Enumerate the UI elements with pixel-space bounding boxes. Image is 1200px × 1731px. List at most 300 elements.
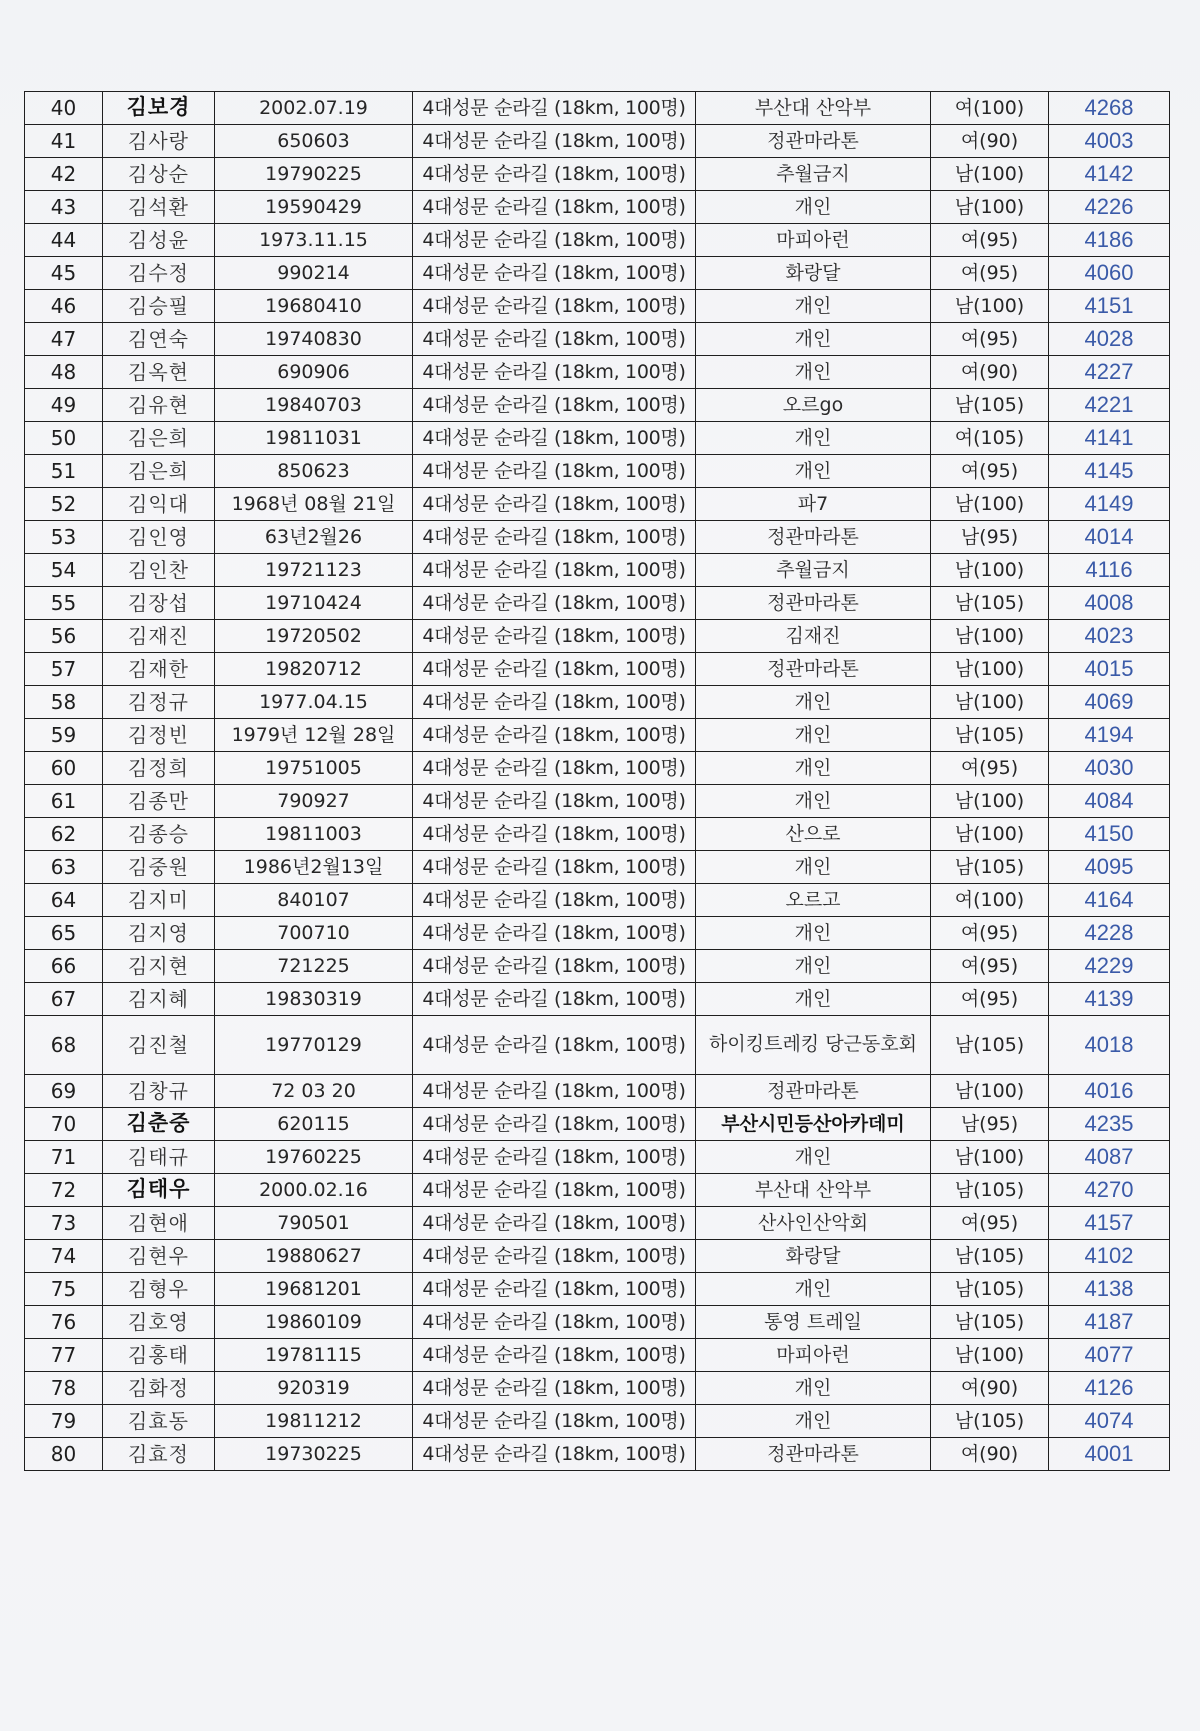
row-number: 52 (25, 488, 103, 521)
table-row (25, 1240, 1170, 1273)
affiliation: 개인 (696, 785, 931, 818)
shirt-size: 남(100) (931, 191, 1049, 224)
row-number: 44 (25, 224, 103, 257)
course-name: 4대성문 순라길 (18km, 100명) (413, 818, 696, 851)
row-number: 67 (25, 983, 103, 1016)
birth-date: 620115 (215, 1108, 413, 1141)
shirt-size: 여(95) (931, 983, 1049, 1016)
participant-name: 김호영 (103, 1306, 215, 1339)
participant-name: 김인찬 (103, 554, 215, 587)
bib-number: 4008 (1049, 587, 1170, 620)
shirt-size: 여(100) (931, 884, 1049, 917)
course-name: 4대성문 순라길 (18km, 100명) (413, 1372, 696, 1405)
table-row (25, 1339, 1170, 1372)
table-row (25, 818, 1170, 851)
course-name: 4대성문 순라길 (18km, 100명) (413, 1438, 696, 1471)
row-number: 55 (25, 587, 103, 620)
birth-date: 63년2월26 (215, 521, 413, 554)
participant-name: 김유현 (103, 389, 215, 422)
bib-number: 4151 (1049, 290, 1170, 323)
table-row (25, 1174, 1170, 1207)
birth-date: 19710424 (215, 587, 413, 620)
participant-name: 김정규 (103, 686, 215, 719)
birth-date: 19781115 (215, 1339, 413, 1372)
affiliation: 개인 (696, 1141, 931, 1174)
participant-name: 김진철 (103, 1016, 215, 1075)
course-name: 4대성문 순라길 (18km, 100명) (413, 224, 696, 257)
shirt-size: 여(95) (931, 224, 1049, 257)
participant-name: 김상순 (103, 158, 215, 191)
table-row (25, 1108, 1170, 1141)
bib-number: 4227 (1049, 356, 1170, 389)
affiliation: 파7 (696, 488, 931, 521)
shirt-size: 여(90) (931, 1438, 1049, 1471)
birth-date: 19880627 (215, 1240, 413, 1273)
affiliation: 김재진 (696, 620, 931, 653)
table-row (25, 554, 1170, 587)
row-number: 51 (25, 455, 103, 488)
birth-date: 850623 (215, 455, 413, 488)
shirt-size: 여(95) (931, 257, 1049, 290)
birth-date: 1973.11.15 (215, 224, 413, 257)
bib-number: 4268 (1049, 92, 1170, 125)
affiliation: 정관마라톤 (696, 521, 931, 554)
row-number: 70 (25, 1108, 103, 1141)
birth-date: 19820712 (215, 653, 413, 686)
affiliation: 산으로 (696, 818, 931, 851)
participant-table-body (25, 92, 1170, 1471)
participant-name: 김종승 (103, 818, 215, 851)
row-number: 78 (25, 1372, 103, 1405)
table-row (25, 1075, 1170, 1108)
row-number: 71 (25, 1141, 103, 1174)
birth-date: 19721123 (215, 554, 413, 587)
affiliation: 개인 (696, 356, 931, 389)
affiliation: 개인 (696, 422, 931, 455)
participant-name: 김창규 (103, 1075, 215, 1108)
course-name: 4대성문 순라길 (18km, 100명) (413, 1405, 696, 1438)
affiliation: 오르고 (696, 884, 931, 917)
bib-number: 4186 (1049, 224, 1170, 257)
bib-number: 4149 (1049, 488, 1170, 521)
table-row (25, 323, 1170, 356)
row-number: 76 (25, 1306, 103, 1339)
birth-date: 19770129 (215, 1016, 413, 1075)
participant-name: 김지영 (103, 917, 215, 950)
course-name: 4대성문 순라길 (18km, 100명) (413, 1306, 696, 1339)
table-row (25, 257, 1170, 290)
course-name: 4대성문 순라길 (18km, 100명) (413, 554, 696, 587)
affiliation: 개인 (696, 983, 931, 1016)
bib-number: 4069 (1049, 686, 1170, 719)
table-row (25, 587, 1170, 620)
affiliation: 정관마라톤 (696, 1075, 931, 1108)
table-row (25, 290, 1170, 323)
table-row (25, 224, 1170, 257)
course-name: 4대성문 순라길 (18km, 100명) (413, 521, 696, 554)
shirt-size: 여(90) (931, 1372, 1049, 1405)
participant-name: 김재진 (103, 620, 215, 653)
table-row (25, 191, 1170, 224)
birth-date: 19720502 (215, 620, 413, 653)
shirt-size: 남(100) (931, 554, 1049, 587)
shirt-size: 남(105) (931, 389, 1049, 422)
row-number: 42 (25, 158, 103, 191)
participant-name: 김화정 (103, 1372, 215, 1405)
table-row (25, 983, 1170, 1016)
bib-number: 4228 (1049, 917, 1170, 950)
shirt-size: 남(105) (931, 1306, 1049, 1339)
course-name: 4대성문 순라길 (18km, 100명) (413, 587, 696, 620)
row-number: 46 (25, 290, 103, 323)
course-name: 4대성문 순라길 (18km, 100명) (413, 851, 696, 884)
table-row (25, 1207, 1170, 1240)
row-number: 50 (25, 422, 103, 455)
shirt-size: 남(100) (931, 1141, 1049, 1174)
affiliation: 개인 (696, 851, 931, 884)
participant-name: 김종만 (103, 785, 215, 818)
bib-number: 4150 (1049, 818, 1170, 851)
shirt-size: 남(100) (931, 818, 1049, 851)
row-number: 79 (25, 1405, 103, 1438)
participant-name: 김지미 (103, 884, 215, 917)
table-row (25, 1141, 1170, 1174)
participant-name: 김지혜 (103, 983, 215, 1016)
bib-number: 4145 (1049, 455, 1170, 488)
course-name: 4대성문 순라길 (18km, 100명) (413, 752, 696, 785)
table-row (25, 653, 1170, 686)
shirt-size: 남(100) (931, 1075, 1049, 1108)
shirt-size: 여(95) (931, 917, 1049, 950)
bib-number: 4016 (1049, 1075, 1170, 1108)
bib-number: 4138 (1049, 1273, 1170, 1306)
row-number: 65 (25, 917, 103, 950)
birth-date: 19811003 (215, 818, 413, 851)
affiliation: 개인 (696, 752, 931, 785)
participant-name: 김사랑 (103, 125, 215, 158)
participant-name: 김장섭 (103, 587, 215, 620)
course-name: 4대성문 순라길 (18km, 100명) (413, 719, 696, 752)
participant-name: 김중원 (103, 851, 215, 884)
affiliation: 화랑달 (696, 257, 931, 290)
shirt-size: 남(105) (931, 1240, 1049, 1273)
table-row (25, 158, 1170, 191)
participant-name: 김익대 (103, 488, 215, 521)
course-name: 4대성문 순라길 (18km, 100명) (413, 1207, 696, 1240)
table-row (25, 455, 1170, 488)
row-number: 60 (25, 752, 103, 785)
course-name: 4대성문 순라길 (18km, 100명) (413, 785, 696, 818)
table-row (25, 1405, 1170, 1438)
shirt-size: 여(100) (931, 92, 1049, 125)
course-name: 4대성문 순라길 (18km, 100명) (413, 1339, 696, 1372)
participant-name: 김옥현 (103, 356, 215, 389)
table-row (25, 851, 1170, 884)
shirt-size: 여(95) (931, 752, 1049, 785)
participant-name: 김효정 (103, 1438, 215, 1471)
table-row (25, 752, 1170, 785)
row-number: 48 (25, 356, 103, 389)
row-number: 66 (25, 950, 103, 983)
table-row (25, 521, 1170, 554)
affiliation: 하이킹트레킹 당근동호회 (696, 1016, 931, 1075)
shirt-size: 남(105) (931, 719, 1049, 752)
row-number: 63 (25, 851, 103, 884)
table-row (25, 785, 1170, 818)
course-name: 4대성문 순라길 (18km, 100명) (413, 1240, 696, 1273)
table-row (25, 125, 1170, 158)
affiliation: 개인 (696, 719, 931, 752)
bib-number: 4164 (1049, 884, 1170, 917)
participant-name: 김지현 (103, 950, 215, 983)
course-name: 4대성문 순라길 (18km, 100명) (413, 356, 696, 389)
participant-name: 김태우 (103, 1174, 215, 1207)
row-number: 45 (25, 257, 103, 290)
course-name: 4대성문 순라길 (18km, 100명) (413, 1174, 696, 1207)
shirt-size: 남(100) (931, 785, 1049, 818)
affiliation: 화랑달 (696, 1240, 931, 1273)
birth-date: 790927 (215, 785, 413, 818)
shirt-size: 남(105) (931, 1016, 1049, 1075)
table-row (25, 422, 1170, 455)
birth-date: 19680410 (215, 290, 413, 323)
course-name: 4대성문 순라길 (18km, 100명) (413, 620, 696, 653)
participant-name: 김태규 (103, 1141, 215, 1174)
affiliation: 추월금지 (696, 554, 931, 587)
participant-table (24, 91, 1170, 1471)
shirt-size: 여(90) (931, 125, 1049, 158)
affiliation: 산사인산악회 (696, 1207, 931, 1240)
table-row (25, 1438, 1170, 1471)
bib-number: 4194 (1049, 719, 1170, 752)
row-number: 40 (25, 92, 103, 125)
shirt-size: 여(95) (931, 1207, 1049, 1240)
row-number: 53 (25, 521, 103, 554)
birth-date: 19730225 (215, 1438, 413, 1471)
bib-number: 4235 (1049, 1108, 1170, 1141)
participant-name: 김정희 (103, 752, 215, 785)
course-name: 4대성문 순라길 (18km, 100명) (413, 950, 696, 983)
birth-date: 19860109 (215, 1306, 413, 1339)
row-number: 64 (25, 884, 103, 917)
row-number: 54 (25, 554, 103, 587)
affiliation: 마피아런 (696, 1339, 931, 1372)
bib-number: 4028 (1049, 323, 1170, 356)
affiliation: 추월금지 (696, 158, 931, 191)
affiliation: 부산시민등산아카데미 (696, 1108, 931, 1141)
shirt-size: 남(100) (931, 158, 1049, 191)
course-name: 4대성문 순라길 (18km, 100명) (413, 389, 696, 422)
birth-date: 19590429 (215, 191, 413, 224)
row-number: 41 (25, 125, 103, 158)
table-row (25, 950, 1170, 983)
course-name: 4대성문 순라길 (18km, 100명) (413, 191, 696, 224)
participant-name: 김보경 (103, 92, 215, 125)
bib-number: 4102 (1049, 1240, 1170, 1273)
birth-date: 1968년 08월 21일 (215, 488, 413, 521)
affiliation: 개인 (696, 686, 931, 719)
birth-date: 1977.04.15 (215, 686, 413, 719)
participant-name: 김효동 (103, 1405, 215, 1438)
table-row (25, 389, 1170, 422)
course-name: 4대성문 순라길 (18km, 100명) (413, 983, 696, 1016)
table-row (25, 92, 1170, 125)
participant-name: 김은희 (103, 455, 215, 488)
birth-date: 920319 (215, 1372, 413, 1405)
table-row (25, 686, 1170, 719)
bib-number: 4087 (1049, 1141, 1170, 1174)
table-row (25, 884, 1170, 917)
row-number: 43 (25, 191, 103, 224)
course-name: 4대성문 순라길 (18km, 100명) (413, 653, 696, 686)
bib-number: 4001 (1049, 1438, 1170, 1471)
bib-number: 4003 (1049, 125, 1170, 158)
birth-date: 2002.07.19 (215, 92, 413, 125)
birth-date: 19811212 (215, 1405, 413, 1438)
row-number: 72 (25, 1174, 103, 1207)
course-name: 4대성문 순라길 (18km, 100명) (413, 686, 696, 719)
course-name: 4대성문 순라길 (18km, 100명) (413, 1108, 696, 1141)
course-name: 4대성문 순라길 (18km, 100명) (413, 323, 696, 356)
bib-number: 4095 (1049, 851, 1170, 884)
bib-number: 4157 (1049, 1207, 1170, 1240)
affiliation: 개인 (696, 323, 931, 356)
birth-date: 19751005 (215, 752, 413, 785)
birth-date: 19740830 (215, 323, 413, 356)
birth-date: 19760225 (215, 1141, 413, 1174)
row-number: 68 (25, 1016, 103, 1075)
participant-name: 김성윤 (103, 224, 215, 257)
table-row (25, 917, 1170, 950)
row-number: 69 (25, 1075, 103, 1108)
shirt-size: 여(95) (931, 455, 1049, 488)
bib-number: 4077 (1049, 1339, 1170, 1372)
participant-name: 김형우 (103, 1273, 215, 1306)
bib-number: 4187 (1049, 1306, 1170, 1339)
birth-date: 1979년 12월 28일 (215, 719, 413, 752)
birth-date: 790501 (215, 1207, 413, 1240)
bib-number: 4015 (1049, 653, 1170, 686)
bib-number: 4084 (1049, 785, 1170, 818)
row-number: 74 (25, 1240, 103, 1273)
shirt-size: 남(95) (931, 521, 1049, 554)
row-number: 77 (25, 1339, 103, 1372)
birth-date: 650603 (215, 125, 413, 158)
bib-number: 4221 (1049, 389, 1170, 422)
birth-date: 721225 (215, 950, 413, 983)
shirt-size: 남(105) (931, 1174, 1049, 1207)
shirt-size: 남(95) (931, 1108, 1049, 1141)
affiliation: 정관마라톤 (696, 653, 931, 686)
participant-name: 김승필 (103, 290, 215, 323)
course-name: 4대성문 순라길 (18km, 100명) (413, 158, 696, 191)
course-name: 4대성문 순라길 (18km, 100명) (413, 1016, 696, 1075)
affiliation: 정관마라톤 (696, 1438, 931, 1471)
row-number: 61 (25, 785, 103, 818)
bib-number: 4141 (1049, 422, 1170, 455)
course-name: 4대성문 순라길 (18km, 100명) (413, 125, 696, 158)
birth-date: 990214 (215, 257, 413, 290)
bib-number: 4270 (1049, 1174, 1170, 1207)
bib-number: 4126 (1049, 1372, 1170, 1405)
shirt-size: 남(105) (931, 1405, 1049, 1438)
row-number: 62 (25, 818, 103, 851)
course-name: 4대성문 순라길 (18km, 100명) (413, 488, 696, 521)
shirt-size: 여(105) (931, 422, 1049, 455)
participant-name: 김연숙 (103, 323, 215, 356)
affiliation: 개인 (696, 950, 931, 983)
affiliation: 마피아런 (696, 224, 931, 257)
row-number: 57 (25, 653, 103, 686)
participant-name: 김춘중 (103, 1108, 215, 1141)
shirt-size: 남(100) (931, 290, 1049, 323)
participant-name: 김수정 (103, 257, 215, 290)
birth-date: 2000.02.16 (215, 1174, 413, 1207)
course-name: 4대성문 순라길 (18km, 100명) (413, 422, 696, 455)
affiliation: 개인 (696, 455, 931, 488)
bib-number: 4060 (1049, 257, 1170, 290)
table-row (25, 488, 1170, 521)
bib-number: 4023 (1049, 620, 1170, 653)
birth-date: 19681201 (215, 1273, 413, 1306)
shirt-size: 남(100) (931, 653, 1049, 686)
shirt-size: 여(95) (931, 323, 1049, 356)
participant-name: 김정빈 (103, 719, 215, 752)
bib-number: 4018 (1049, 1016, 1170, 1075)
bib-number: 4074 (1049, 1405, 1170, 1438)
shirt-size: 남(100) (931, 686, 1049, 719)
participant-name: 김현우 (103, 1240, 215, 1273)
affiliation: 부산대 산악부 (696, 92, 931, 125)
bib-number: 4229 (1049, 950, 1170, 983)
participant-name: 김석환 (103, 191, 215, 224)
course-name: 4대성문 순라길 (18km, 100명) (413, 1141, 696, 1174)
participant-name: 김홍태 (103, 1339, 215, 1372)
affiliation: 개인 (696, 191, 931, 224)
row-number: 75 (25, 1273, 103, 1306)
shirt-size: 남(100) (931, 488, 1049, 521)
birth-date: 72 03 20 (215, 1075, 413, 1108)
bib-number: 4116 (1049, 554, 1170, 587)
birth-date: 840107 (215, 884, 413, 917)
affiliation: 개인 (696, 1405, 931, 1438)
row-number: 59 (25, 719, 103, 752)
birth-date: 19830319 (215, 983, 413, 1016)
affiliation: 오르go (696, 389, 931, 422)
birth-date: 19840703 (215, 389, 413, 422)
course-name: 4대성문 순라길 (18km, 100명) (413, 917, 696, 950)
shirt-size: 남(105) (931, 587, 1049, 620)
shirt-size: 여(95) (931, 950, 1049, 983)
affiliation: 개인 (696, 290, 931, 323)
birth-date: 19811031 (215, 422, 413, 455)
row-number: 47 (25, 323, 103, 356)
affiliation: 정관마라톤 (696, 125, 931, 158)
table-row (25, 620, 1170, 653)
table-row (25, 1016, 1170, 1075)
shirt-size: 남(105) (931, 1273, 1049, 1306)
table-row (25, 1306, 1170, 1339)
shirt-size: 남(100) (931, 1339, 1049, 1372)
table-row (25, 1273, 1170, 1306)
course-name: 4대성문 순라길 (18km, 100명) (413, 257, 696, 290)
shirt-size: 남(100) (931, 620, 1049, 653)
birth-date: 700710 (215, 917, 413, 950)
course-name: 4대성문 순라길 (18km, 100명) (413, 92, 696, 125)
participant-name: 김인영 (103, 521, 215, 554)
participant-name: 김현애 (103, 1207, 215, 1240)
row-number: 56 (25, 620, 103, 653)
